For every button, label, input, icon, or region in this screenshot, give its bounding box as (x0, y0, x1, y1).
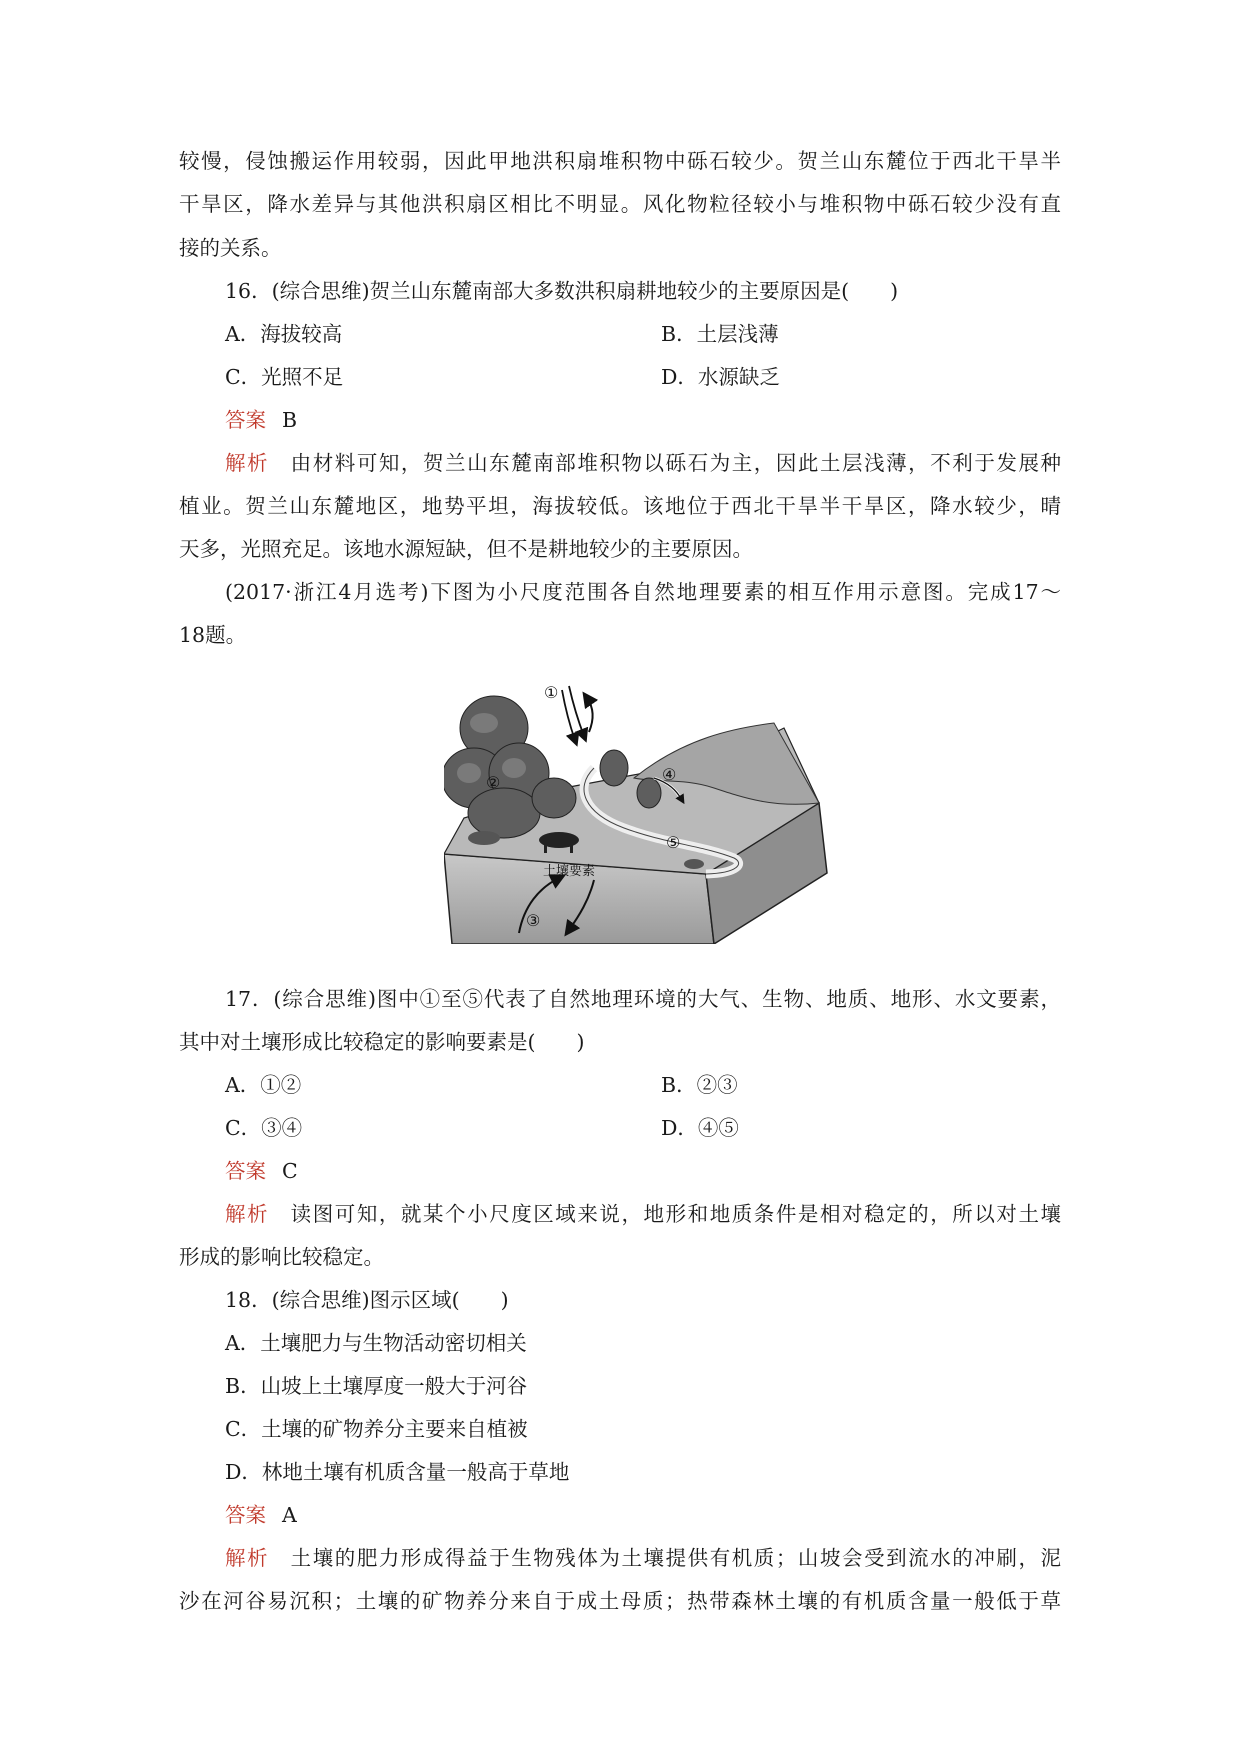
group-intro-line-1: (2017·浙江4月选考)下图为小尺度范围各自然地理要素的相互作用示意图。完成17～ (225, 580, 1061, 604)
q17-analysis-text-1: 读图可知，就某个小尺度区域来说，地形和地质条件是相对稳定的，所以对土壤 (289, 1202, 1061, 1226)
marker-4: ④ (662, 765, 677, 784)
q17-analysis-line-1 (225, 1201, 1061, 1227)
analysis-label: 解析 (225, 1546, 270, 1570)
q17-option-c: C．③④ (225, 1116, 303, 1140)
q16-analysis-line-3: 天多，光照充足。该地水源短缺，但不是耕地较少的主要原因。 (179, 537, 753, 561)
soil-factors-diagram (444, 668, 834, 944)
arrow-atmosphere-up (587, 698, 593, 732)
q16-option-d: D．水源缺乏 (661, 365, 780, 389)
q16-analysis-line-1 (225, 450, 1061, 476)
q18-option-b: B．山坡上土壤厚度一般大于河谷 (225, 1374, 528, 1398)
q16-analysis-text-1: 由材料可知，贺兰山东麓南部堆积物以砾石为主，因此土层浅薄，不利于发展种 (289, 451, 1061, 475)
q17-option-a: A．①② (225, 1073, 302, 1097)
q17-analysis-line-2: 形成的影响比较稳定。 (179, 1245, 384, 1269)
q16-analysis-line-2: 植业。贺兰山东麓地区，地势平坦，海拔较低。该地位于西北干旱半干旱区，降水较少，晴 (179, 494, 1061, 518)
answer-label: 答案 (225, 1503, 266, 1527)
q18-stem: 18．(综合思维)图示区域( ) (225, 1288, 509, 1312)
q17-option-b: B．②③ (661, 1073, 738, 1097)
marker-3: ③ (526, 911, 541, 930)
q16-answer-value: B (282, 408, 298, 432)
answer-label: 答案 (225, 408, 266, 432)
q17-stem-line-2: 其中对土壤形成比较稳定的影响要素是( ) (179, 1030, 585, 1054)
q18-option-a: A．土壤肥力与生物活动密切相关 (225, 1331, 527, 1355)
q16-answer (225, 407, 297, 433)
intro-line-3: 接的关系。 (179, 236, 282, 260)
q17-stem-line-1: 17．(综合思维)图中①至⑤代表了自然地理环境的大气、生物、地质、地形、水文要素， (225, 987, 1061, 1011)
q18-option-c: C．土壤的矿物养分主要来自植被 (225, 1417, 528, 1441)
q18-answer-value: A (282, 1503, 297, 1527)
analysis-label: 解析 (225, 451, 270, 475)
q17-answer-value: C (282, 1159, 298, 1183)
q16-option-b: B．土层浅薄 (661, 322, 779, 346)
analysis-label: 解析 (225, 1202, 270, 1226)
marker-5: ⑤ (666, 833, 681, 852)
group-intro-line-2: 18题。 (179, 623, 247, 647)
marker-1: ① (544, 683, 559, 702)
q16-option-a: A．海拔较高 (225, 322, 343, 346)
marker-2: ② (486, 773, 501, 792)
q18-analysis-line-1 (225, 1545, 1061, 1571)
answer-label: 答案 (225, 1159, 266, 1183)
q18-answer (225, 1502, 297, 1528)
q17-option-d: D．④⑤ (661, 1116, 739, 1140)
intro-line-1: 较慢，侵蚀搬运作用较弱，因此甲地洪积扇堆积物中砾石较少。贺兰山东麓位于西北干旱半 (179, 149, 1061, 173)
soil-label: 土壤要素 (543, 864, 596, 879)
intro-line-2: 干旱区，降水差异与其他洪积扇区相比不明显。风化物粒径较小与堆积物中砾石较少没有直 (179, 192, 1061, 216)
q18-analysis-line-2: 沙在河谷易沉积；土壤的矿物养分来自于成土母质；热带森林土壤的有机质含量一般低于草 (179, 1589, 1061, 1613)
q18-option-d: D．林地土壤有机质含量一般高于草地 (225, 1460, 570, 1484)
q16-option-c: C．光照不足 (225, 365, 344, 389)
q18-analysis-text-1: 土壤的肥力形成得益于生物残体为土壤提供有机质；山坡会受到流水的冲刷，泥 (289, 1546, 1061, 1570)
q16-stem: 16．(综合思维)贺兰山东麓南部大多数洪积扇耕地较少的主要原因是( ) (225, 279, 899, 303)
q17-answer (225, 1158, 298, 1184)
